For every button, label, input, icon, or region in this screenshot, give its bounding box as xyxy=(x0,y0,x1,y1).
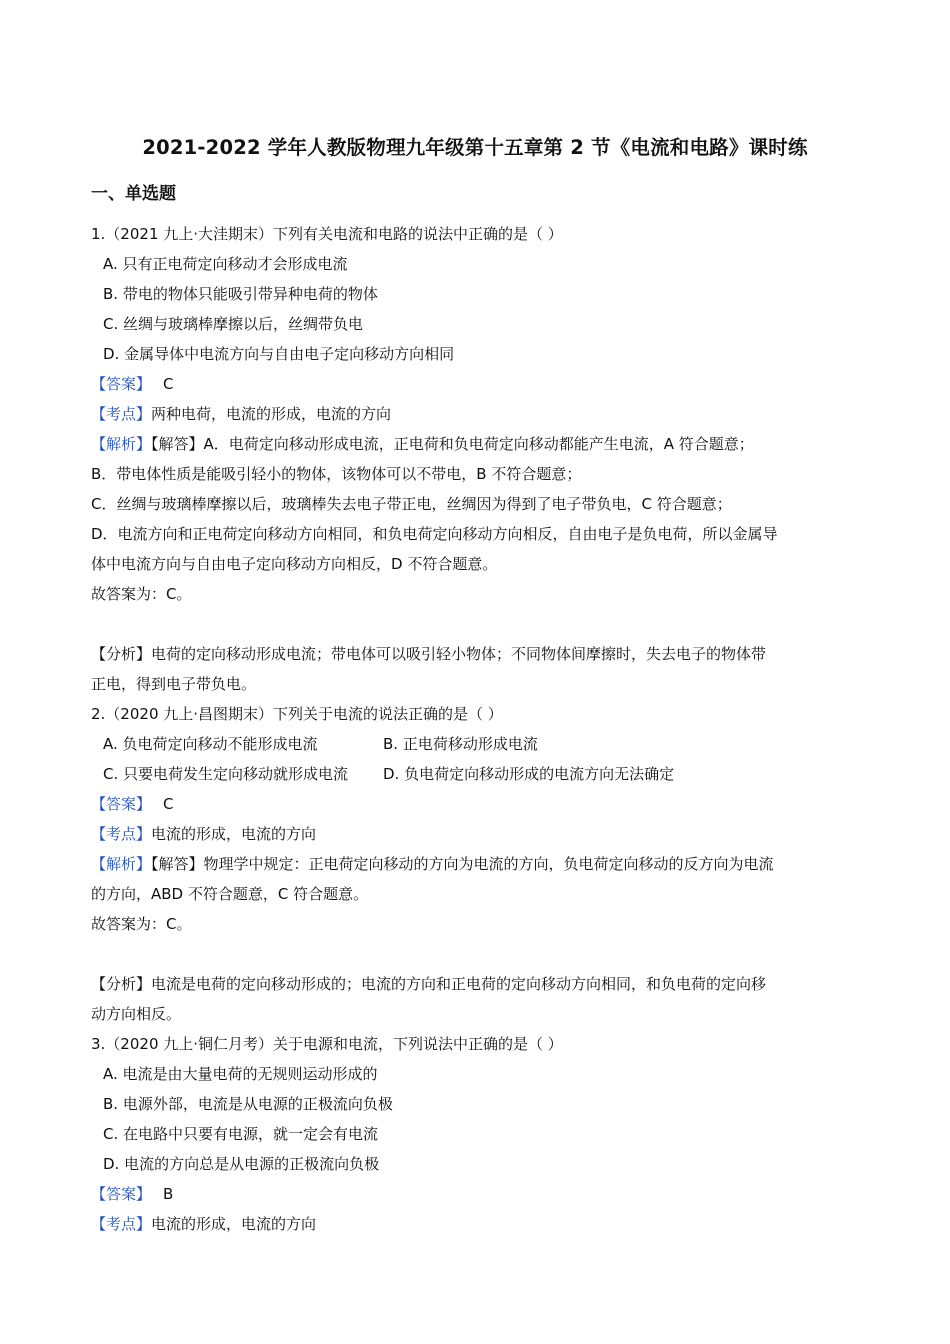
q2-analysis-line: 【解答】物理学中规定：正电荷定向移动的方向为电流的方向，负电荷定向移动的反方向为电流 xyxy=(151,855,774,873)
q1-analysis-line: D．电流方向和正电荷定向移动方向相同，和负电荷定向移动方向相反，自由电子是负电荷，所以金属导 xyxy=(91,525,778,543)
q3-point-row xyxy=(91,1213,316,1235)
q3-answer: B xyxy=(163,1185,174,1203)
q1-point-row xyxy=(91,403,391,425)
q1-point: 两种电荷，电流的形成，电流的方向 xyxy=(151,405,392,423)
q1-analysis-line: 体中电流方向与自由电子定向移动方向相反，D 不符合题意。 xyxy=(91,555,498,573)
q1-analysis-line: C．丝绸与玻璃棒摩擦以后，玻璃棒失去电子带正电，丝绸因为得到了电子带负电，C 符合题意； xyxy=(91,495,732,513)
q1-option-b: B. 带电的物体只能吸引带异种电荷的物体 xyxy=(103,285,378,303)
q1-option-a: A. 只有正电荷定向移动才会形成电流 xyxy=(103,255,348,273)
q3-stem: 3.（2020 九上·铜仁月考）关于电源和电流，下列说法中正确的是（ ） xyxy=(91,1035,563,1053)
q1-review-row xyxy=(91,643,766,665)
q1-stem: 1.（2021 九上·大洼期末）下列有关电流和电路的说法中正确的是（ ） xyxy=(91,225,563,243)
analysis-tag: 【解析】 xyxy=(91,855,152,873)
q1-analysis-row xyxy=(91,433,754,455)
q1-analysis-line: 【解答】A．电荷定向移动形成电流，正电荷和负电荷定向移动都能产生电流，A 符合题意； xyxy=(151,435,754,453)
q2-point-row xyxy=(91,823,316,845)
q2-review-row xyxy=(91,973,766,995)
answer-tag: 【答案】 xyxy=(91,1185,152,1203)
q2-point: 电流的形成，电流的方向 xyxy=(151,825,317,843)
q2-conclusion: 故答案为：C。 xyxy=(91,915,192,933)
q1-answer-row xyxy=(91,373,174,395)
point-tag: 【考点】 xyxy=(91,825,152,843)
q2-review-line: 动方向相反。 xyxy=(91,1005,182,1023)
section-heading: 一、单选题 xyxy=(91,184,176,204)
q2-answer: C xyxy=(163,795,174,813)
analysis-tag: 【解析】 xyxy=(91,435,152,453)
q2-answer-row xyxy=(91,793,174,815)
q1-review-line: 正电，得到电子带负电。 xyxy=(91,675,257,693)
q2-stem: 2.（2020 九上·昌图期末）下列关于电流的说法正确的是（ ） xyxy=(91,705,503,723)
q1-conclusion: 故答案为：C。 xyxy=(91,585,192,603)
q1-analysis-line: B．带电体性质是能吸引轻小的物体，该物体可以不带电，B 不符合题意； xyxy=(91,465,582,483)
q3-option-d: D. 电流的方向总是从电源的正极流向负极 xyxy=(103,1155,380,1173)
q1-answer: C xyxy=(163,375,174,393)
review-tag: 【分析】 xyxy=(91,975,152,993)
document-title: 2021-2022 学年人教版物理九年级第十五章第 2 节《电流和电路》课时练 xyxy=(142,136,808,159)
q2-option-a: A. 负电荷定向移动不能形成电流 xyxy=(103,735,318,753)
review-tag: 【分析】 xyxy=(91,645,152,663)
q2-option-d: D. 负电荷定向移动形成的电流方向无法确定 xyxy=(383,765,675,783)
q3-answer-row xyxy=(91,1183,173,1205)
q2-options-row-2 xyxy=(103,763,674,785)
q3-point: 电流的形成，电流的方向 xyxy=(151,1215,317,1233)
q1-review-line: 电荷的定向移动形成电流；带电体可以吸引轻小物体；不同物体间摩擦时，失去电子的物体带 xyxy=(151,645,767,663)
q2-option-c: C. 只要电荷发生定向移动就形成电流 xyxy=(103,765,349,783)
answer-tag: 【答案】 xyxy=(91,375,152,393)
q2-analysis-row xyxy=(91,853,774,875)
q1-option-c: C. 丝绸与玻璃棒摩擦以后，丝绸带负电 xyxy=(103,315,364,333)
q3-option-b: B. 电源外部，电流是从电源的正极流向负极 xyxy=(103,1095,393,1113)
q3-option-a: A. 电流是由大量电荷的无规则运动形成的 xyxy=(103,1065,378,1083)
point-tag: 【考点】 xyxy=(91,405,152,423)
q2-option-b: B. 正电荷移动形成电流 xyxy=(383,735,538,753)
q2-options-row-1 xyxy=(103,733,538,755)
q1-option-d: D. 金属导体中电流方向与自由电子定向移动方向相同 xyxy=(103,345,455,363)
q3-option-c: C. 在电路中只要有电源，就一定会有电流 xyxy=(103,1125,379,1143)
q2-analysis-line: 的方向，ABD 不符合题意，C 符合题意。 xyxy=(91,885,369,903)
q2-review-line: 电流是电荷的定向移动形成的；电流的方向和正电荷的定向移动方向相同，和负电荷的定向移 xyxy=(151,975,767,993)
answer-tag: 【答案】 xyxy=(91,795,152,813)
point-tag: 【考点】 xyxy=(91,1215,152,1233)
